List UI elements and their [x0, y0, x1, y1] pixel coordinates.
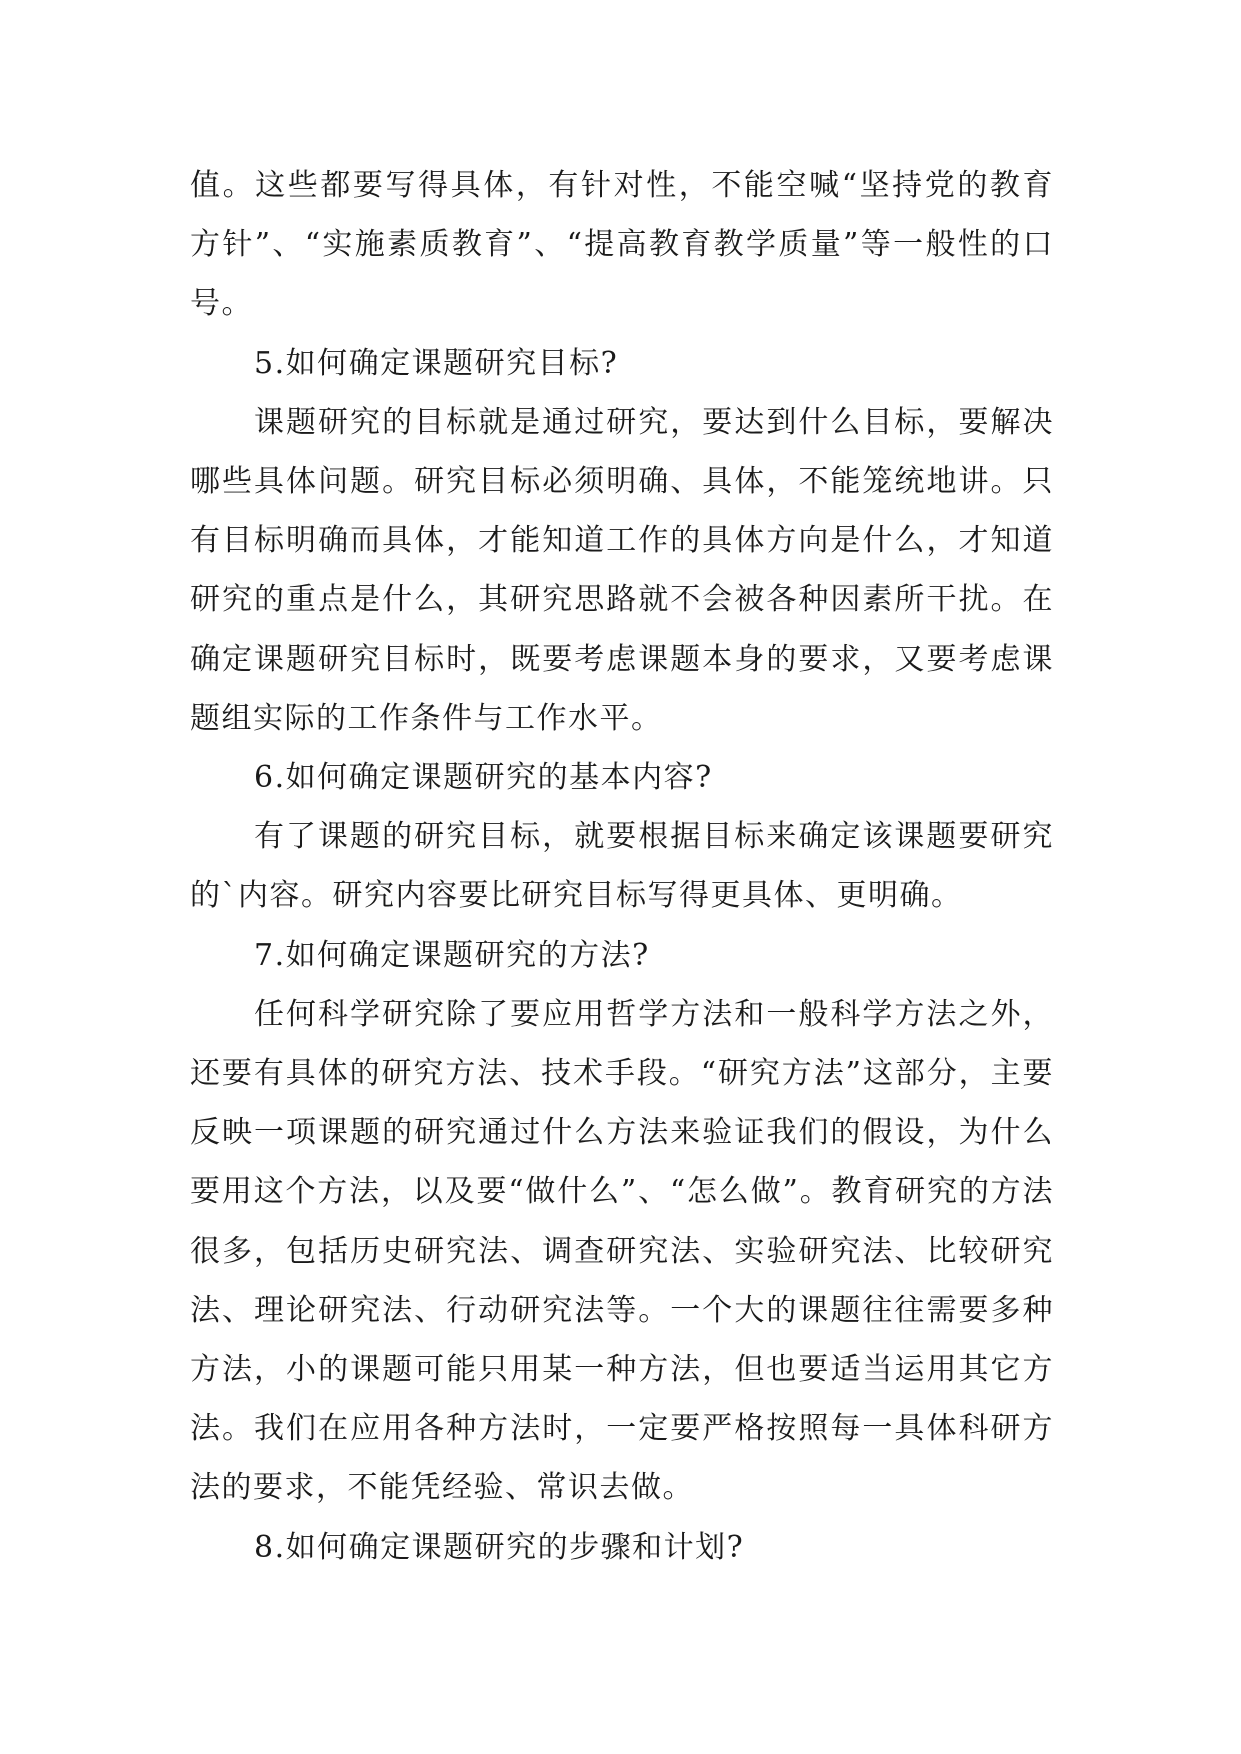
paragraph-research-methods: 任何科学研究除了要应用哲学方法和一般科学方法之外，还要有具体的研究方法、技术手段。“研究方法”这部分，主要反映一项课题的研究通过什么方法来验证我们的假设，为什么要用这个方法，以及要“做什么”、“怎么做”。教育研究的方法很多，包括历史研究法、调查研究法、实验研究法、比较研究法、理论研究法、行动研究法等。一个大的课题往往需要多种方法，小的课题可能只用某一种方法，但也要适当运用其它方法。我们在应用各种方法时，一定要严格按照每一具体科研方法的要求，不能凭经验、常识去做。 [190, 996, 1054, 1506]
section-heading-6: 6.如何确定课题研究的基本内容? [254, 760, 713, 796]
document-body [190, 156, 1054, 1577]
section-heading-5: 5.如何确定课题研究目标? [254, 345, 619, 381]
section-heading-7: 7.如何确定课题研究的方法? [254, 937, 650, 973]
paragraph-research-goals: 课题研究的目标就是通过研究，要达到什么目标，要解决哪些具体问题。研究目标必须明确、具体，不能笼统地讲。只有目标明确而具体，才能知道工作的具体方向是什么，才知道研究的重点是什么，其研究思路就不会被各种因素所干扰。在确定课题研究目标时，既要考虑课题本身的要求，又要考虑课题组实际的工作条件与工作水平。 [190, 404, 1054, 736]
section-heading-8: 8.如何确定课题研究的步骤和计划? [254, 1529, 745, 1565]
paragraph-continuation: 值。这些都要写得具体，有针对性，不能空喊“坚持党的教育方针”、“实施素质教育”、“提高教育教学质量”等一般性的口号。 [190, 168, 1054, 322]
paragraph-research-content: 有了课题的研究目标，就要根据目标来确定该课题要研究的`内容。研究内容要比研究目标写得更具体、更明确。 [190, 819, 1054, 914]
